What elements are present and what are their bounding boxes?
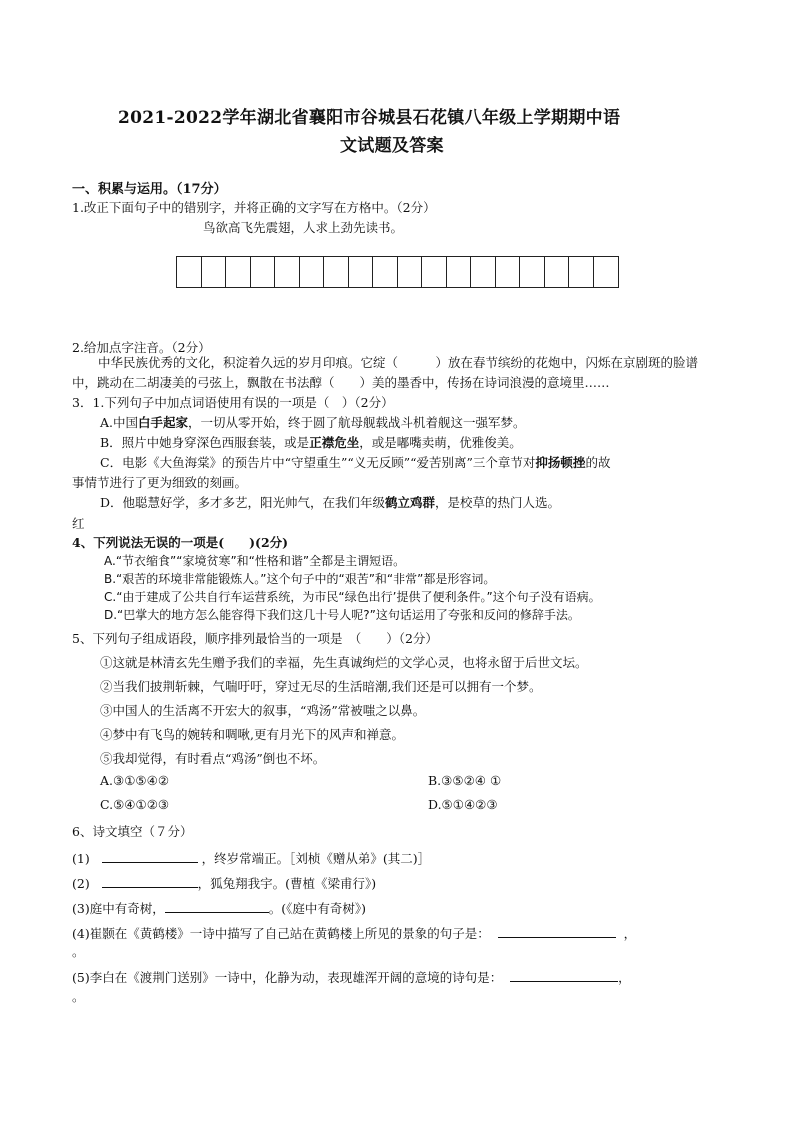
q5-option-a: A.③①⑤④② [100, 773, 170, 788]
answer-cell[interactable] [520, 257, 545, 287]
answer-cell[interactable] [226, 257, 251, 287]
answer-cell[interactable] [496, 257, 521, 287]
answer-cell[interactable] [202, 257, 227, 287]
answer-cell[interactable] [177, 257, 202, 287]
q3-stem: 3．1.下列句子中加点词语使用有误的一项是（ ）（2分） [72, 395, 394, 410]
q6-line-2: (2) ，狐兔翔我宇。(曹植《梁甫行》) [72, 876, 377, 891]
answer-cell[interactable] [373, 257, 398, 287]
q6-line-5: (5)李白在《渡荆门送别》一诗中，化静为动，表现雄浑开阔的意境的诗句是： ， [72, 970, 631, 985]
q5-option-c: C.⑤④①②③ [100, 797, 170, 812]
section-heading: 一、积累与运用。（17分） [72, 182, 227, 197]
q5-sentence-1: ①这就是林清玄先生赠予我们的幸福，先生真诚绚烂的文学心灵，也将永留于后世文坛。 [100, 655, 588, 670]
answer-cell[interactable] [349, 257, 374, 287]
q6-line-3: (3)庭中有奇树， 。(《庭中有奇树》) [72, 901, 366, 916]
answer-cell[interactable] [300, 257, 325, 287]
q6-line-5-end: 。 [72, 989, 85, 1004]
answer-cell[interactable] [398, 257, 423, 287]
page-title-line1: 2021-2022学年湖北省襄阳市谷城县石花镇八年级上学期期中语 [118, 108, 621, 128]
answer-cell[interactable] [275, 257, 300, 287]
blank-field[interactable] [510, 969, 618, 982]
q5-sentence-4: ④梦中有飞鸟的婉转和啁啾,更有月光下的风声和禅意。 [100, 727, 404, 742]
q5-option-d: D.⑤①④②③ [428, 797, 498, 812]
q5-stem: 5、下列句子组成语段，顺序排列最恰当的一项是 （ ）（2分） [72, 631, 438, 646]
answer-cell[interactable] [569, 257, 594, 287]
q3-option-a: A.中国白手起家，一切从零开始，终于圆了航母舰载战斗机着舰这一强军梦。 [100, 415, 526, 430]
q6-line-4: (4)崔颢在《黄鹤楼》一诗中描写了自己站在黄鹤楼上所见的景象的句子是： ， [72, 926, 637, 941]
q1-sentence: 鸟欲高飞先震翅，人求上劲先读书。 [203, 220, 404, 235]
q3-keyword-c: 抑扬顿挫 [535, 455, 586, 470]
q3-option-b: B．照片中她身穿深色西服套装，或是正襟危坐，或是嘟嘴卖萌，优雅俊美。 [100, 435, 522, 450]
answer-grid[interactable] [176, 256, 619, 288]
stray-mark: 红 [72, 516, 85, 531]
q1-stem: 1.改正下面句子中的错别字，并将正确的文字写在方格中。（2分） [72, 200, 436, 215]
q3-option-c-line2: 事情节进行了更为细致的刻画。 [72, 475, 248, 490]
q4-stem: 4、下列说法无误的一项是( )(2分) [72, 535, 289, 550]
q3-keyword-d: 鹤立鸡群 [385, 495, 436, 510]
page-title-line2: 文试题及答案 [340, 136, 444, 156]
q4-option-a: A.“节衣缩食”“家境贫寒”和“性格和谐”全都是主谓短语。 [104, 554, 406, 568]
q6-line-1: (1) ，终岁常端正。［刘桢《赠从弟》(其二)］ [72, 851, 431, 866]
q4-option-c: C.“由于建成了公共自行车运营系统，为市民“绿色出行’提供了便利条件。”这个句子没有语病。 [104, 590, 601, 604]
q5-sentence-2: ②当我们披荆斩棘，气喘吁吁，穿过无尽的生活暗潮,我们还是可以拥有一个梦。 [100, 679, 542, 694]
answer-cell[interactable] [545, 257, 570, 287]
q2-passage: 中华民族优秀的文化，积淀着久远的岁月印痕。它绽（ ）放在春节缤纷的花炮中，闪烁在京剧斑的脸谱中，跳动在二胡凄美的弓弦上，飘散在书法醇（ ）美的墨香中，传扬在诗词浪漫的意境里…… [72, 355, 699, 390]
blank-field[interactable] [102, 875, 198, 888]
q6-stem: 6、诗文填空（７分） [72, 824, 193, 839]
answer-cell[interactable] [422, 257, 447, 287]
q6-line-4-end: 。 [72, 944, 85, 959]
q5-option-b: B.③⑤②④ ① [428, 773, 502, 788]
q4-option-d: D.“巴掌大的地方怎么能容得下我们这几十号人呢?”这句话运用了夸张和反问的修辞手法。 [104, 608, 580, 622]
q3-option-d: D．他聪慧好学，多才多艺，阳光帅气，在我们年级鹤立鸡群，是校草的热门人选。 [100, 495, 561, 510]
q3-keyword-b: 正襟危坐 [309, 435, 360, 450]
q5-sentence-3: ③中国人的生活离不开宏大的叙事，“鸡汤”常被嗤之以鼻。 [100, 703, 426, 718]
q2-stem: 2.给加点字注音。（2分） [72, 340, 211, 355]
blank-field[interactable] [102, 850, 198, 863]
answer-cell[interactable] [471, 257, 496, 287]
blank-field[interactable] [165, 900, 269, 913]
answer-cell[interactable] [251, 257, 276, 287]
answer-cell[interactable] [447, 257, 472, 287]
q3-keyword-a: 白手起家 [138, 415, 189, 430]
q3-option-c: C．电影《大鱼海棠》的预告片中“守望重生”“义无反顾”“爱苦别离”三个章节对抑扬顿挫的故 [100, 455, 611, 470]
answer-cell[interactable] [324, 257, 349, 287]
blank-field[interactable] [498, 925, 616, 938]
answer-cell[interactable] [594, 257, 619, 287]
q4-option-b: B.“艰苦的环境非常能锻炼人。”这个句子中的“艰苦”和“非常”都是形容词。 [104, 572, 496, 586]
q5-sentence-5: ⑤我却觉得，有时看点“鸡汤”倒也不坏。 [100, 751, 326, 766]
